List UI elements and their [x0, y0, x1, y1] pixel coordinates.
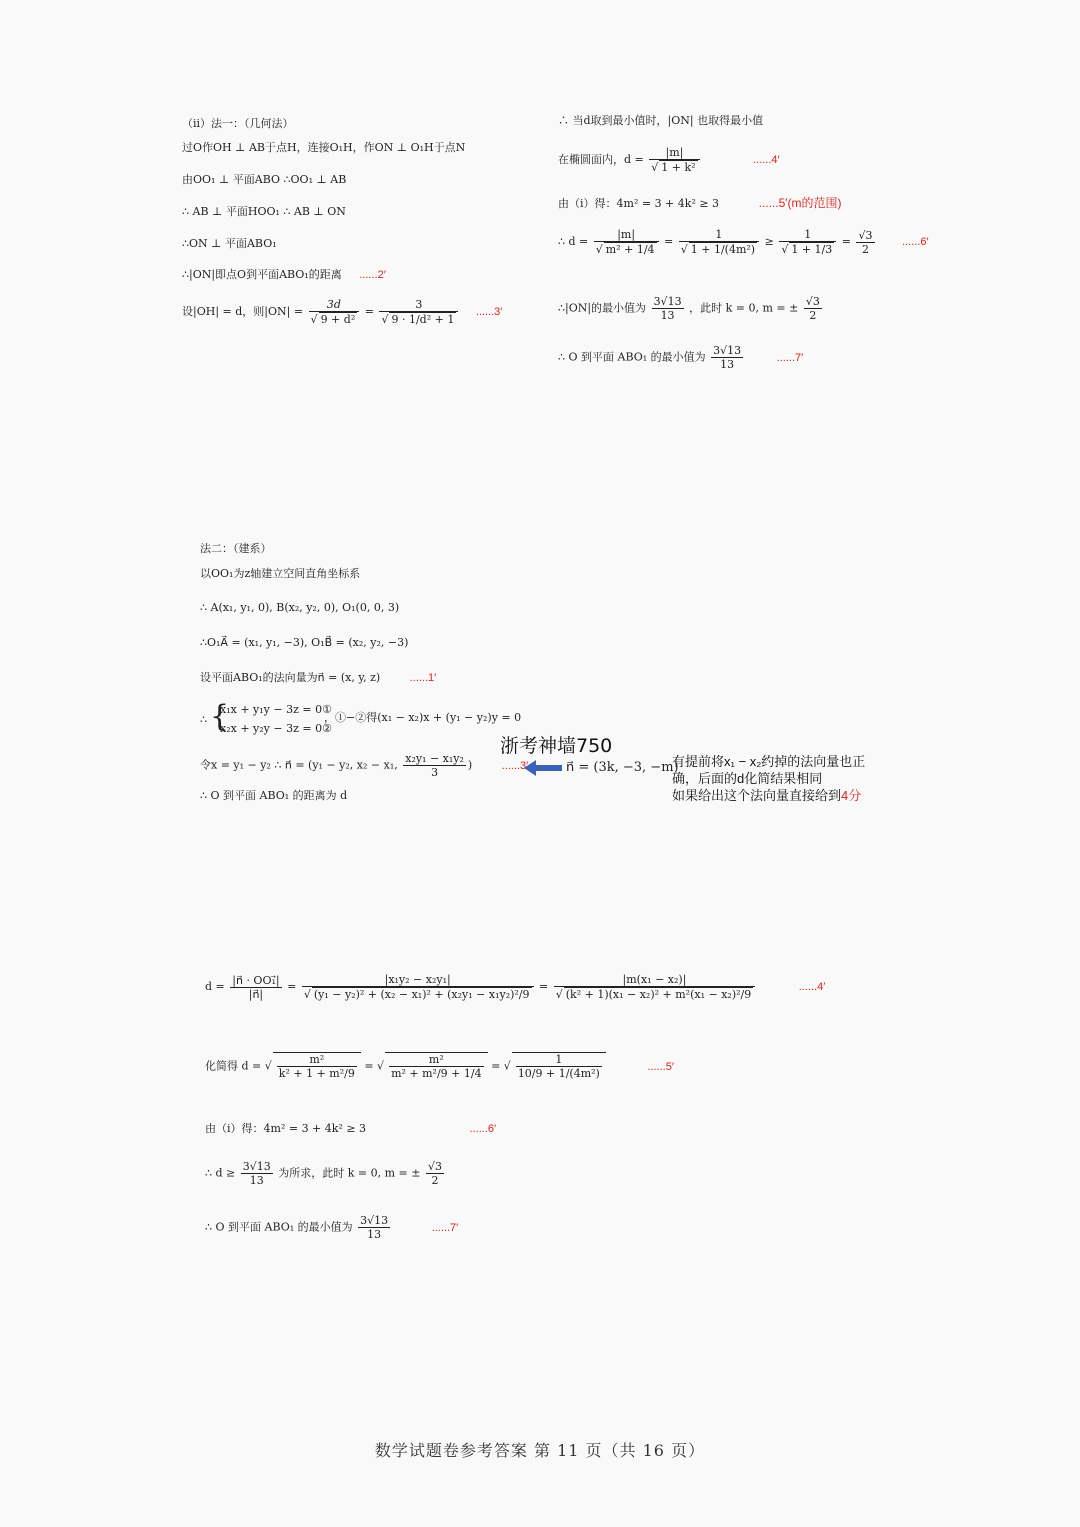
normal-vector-solution: 令x = y₁ − y₂ ∴ n⃗ = (y₁ − y₂, x₂ − x₁, $\frac{\text{x₂y₁ − x₁y₂}}{3}$ ) ......3′ [200, 752, 529, 779]
method1-heading: （ii）法一：（几何法） [182, 117, 294, 130]
fraction-b-3root13: $\frac{3√13}{13}$ [242, 1160, 271, 1187]
left-arrow-icon [524, 760, 564, 776]
grading-note [672, 753, 865, 804]
watermark-text: 浙考神墙750 [500, 735, 613, 757]
on-min-suffix: ，此时 k = 0, m = ± [689, 301, 799, 315]
fraction-1-root-4m2: $\frac{1}{\text{√ 1 + 1/(4m²)}}$ [679, 228, 759, 256]
d-bound [205, 1160, 446, 1187]
score-mark-3: ......3′ [475, 306, 503, 318]
score-mark-6: ......6′ [902, 236, 929, 248]
equation-subtract: ，①−②得(x₁ − x₂)x + (y₁ − y₂)y = 0 [324, 711, 522, 724]
ellipse-distance-prefix: 在椭圆面内，d = [558, 153, 644, 166]
bottom-m-range [205, 1121, 496, 1137]
step-ab-perp: ∴ AB ⊥ 平面HOO₁ ∴ AB ⊥ ON [182, 205, 346, 218]
fraction-simp-2: $\frac{\text{m²}}{\text{m² + m²/9 + 1/4}}$ [391, 1053, 482, 1080]
score-mark-m2-3: ......3′ [501, 759, 529, 772]
score-mark-2: ......2′ [359, 269, 386, 281]
step-oo1-perp: 由OO₁ ⊥ 平面ABO ∴OO₁ ⊥ AB [182, 173, 347, 186]
score-mark-7: ......7′ [776, 351, 804, 364]
normal-vector [200, 670, 436, 686]
points-coords: ∴ A(x₁, y₁, 0), B(x₂, y₂, 0), O₁(0, 0, 3) [200, 601, 400, 614]
step-distance-text: ∴|ON|即点O到平面ABO₁的距离 [182, 268, 342, 281]
fraction-x2y1: $\frac{\text{x₂y₁ − x₁y₂}}{3}$ [405, 752, 464, 779]
fraction-3root13-13-b: $\frac{3√13}{13}$ [713, 344, 742, 371]
fraction-m-root-m2: $\frac{|m|}{\text{√ m² + 1/4}}$ [594, 228, 659, 256]
equation-2: x₂x + y₂y − 3z = 0② [220, 722, 332, 735]
fraction-3-over-root: $\frac{3}{\text{√ 9 · 1/d² + 1}}$ [379, 298, 458, 326]
note-line-2: 确，后面的d化简结果相同 [672, 771, 823, 786]
simplified-d: 化简得 d = √ $\frac{\text{m²}}{\text{k² + 1 + m²/9}}$ = √ $\frac{\text{m²}}{\text{m² + m²/9 + 1/4}}$ = √ $\frac{1}{\text{10/9 + 1/(4m²)}}$ ......5′ [205, 1053, 674, 1080]
step-on-perp: ∴ON ⊥ 平面ABO₁ [182, 237, 277, 250]
normal-vector-text: 设平面ABO₁的法向量为n⃗ = (x, y, z) [200, 671, 381, 684]
fraction-simp-3: $\frac{1}{\text{10/9 + 1/(4m²)}}$ [517, 1053, 600, 1080]
distance-def: ∴ O 到平面 ABO₁ 的距离为 d [200, 789, 348, 802]
score-mark-b-7: ......7′ [431, 1221, 459, 1234]
fraction-m-over-root: $\frac{|m|}{\text{√ 1 + k²}}$ [649, 146, 699, 174]
bottom-o-plane-prefix: ∴ O 到平面 ABO₁ 的最小值为 [205, 1220, 353, 1234]
d-chain: ∴ d = $\frac{|m|}{\text{√ m² + 1/4}}$ = $\frac{1}{\text{√ 1 + 1/(4m²)}}$ ≥ $\frac{1}{√ 1 + 1/3}$ = $\frac{√3}{2}$ ......6′ [558, 228, 929, 256]
score-mark-b-5: ......5′ [647, 1060, 674, 1073]
step-on-formula: 设|OH| = d，则|ON| = $\frac{3d}{\text{√ 9 + d²}}$ = $\frac{3}{\text{√ 9 · 1/d² + 1}}$ ......3′ [182, 298, 503, 326]
m-range [558, 195, 841, 212]
normal-solution-prefix: 令x = y₁ − y₂ ∴ n⃗ = (y₁ − y₂, x₂ − x₁, [200, 758, 398, 772]
fraction-1-root-third: $\frac{1}{√ 1 + 1/3}$ [779, 228, 836, 256]
o-plane-min-prefix: ∴ O 到平面 ABO₁ 的最小值为 [558, 350, 706, 364]
equation-1: x₁x + y₁y − 3z = 0① [220, 703, 332, 716]
step-draw-perpendicular: 过O作OH ⊥ AB于点H，连接O₁H，作ON ⊥ O₁H于点N [182, 141, 466, 154]
bottom-o-plane-min [205, 1214, 458, 1241]
score-mark-b-6: ......6′ [469, 1123, 497, 1135]
fraction-3d: $\frac{3d}{\text{√ 9 + d²}}$ [309, 298, 360, 326]
on-min-prefix: ∴|ON|的最小值为 [558, 301, 647, 315]
d-bound-prefix: ∴ d ≥ [205, 1166, 236, 1180]
step-distance [182, 267, 386, 283]
method2-heading: 法二：（建系） [200, 542, 272, 555]
simplified-prefix: 化简得 d = [205, 1059, 262, 1073]
m-range-text: 由（i）得：4m² = 3 + 4k² ≥ 3 [558, 197, 720, 210]
score-mark-m2-1: ......1′ [409, 672, 437, 684]
fraction-root3-over-2: $\frac{√3}{2}$ [858, 228, 873, 256]
fraction-root3-half: $\frac{√3}{2}$ [805, 295, 820, 322]
fraction-big-1: $\frac{\text{|x₁y₂ − x₂y₁|}}{\text{√ (y₁ − y₂)² + (x₂ − x₁)² + (x₂y₁ − x₁y₂)²/9}}$ [302, 973, 534, 1001]
fraction-b-root3: $\frac{√3}{2}$ [428, 1160, 443, 1187]
d-bound-suffix: 为所求，此时 k = 0, m = ± [278, 1166, 421, 1180]
coord-setup: 以OO₁为z轴建立空间直角坐标系 [200, 567, 361, 580]
ellipse-distance [558, 146, 780, 174]
distance-formula: d = $\frac{\text{|n⃗ · OO₁⃗|}}{|n⃗|}$ = $\frac{\text{|x₁y₂ − x₂y₁|}}{\text{√ (y₁ − y₂)² + (x₂ − x₁)² + (x₂y₁ − x₁y₂)²/9}}$ = $\frac{\text{|m(x₁ − x₂)|}}{\text{√ (k² + 1)(x₁ − x₂)² + m²(x₁ − x₂)²/9}}$ ......4′ [205, 973, 826, 1001]
on-formula-prefix: 设|OH| = d，则|ON| = [182, 305, 304, 318]
score-mark-5: ......5′(m的范围) [758, 196, 842, 210]
fraction-3root13-over-13: $\frac{3√13}{13}$ [653, 295, 682, 322]
fraction-b-3root13-2: $\frac{3√13}{13}$ [360, 1214, 389, 1241]
fraction-simp-1: $\frac{\text{m²}}{\text{k² + 1 + m²/9}}$ [278, 1053, 355, 1080]
fraction-n-oo1: $\frac{\text{|n⃗ · OO₁⃗|}}{|n⃗|}$ [232, 973, 280, 1001]
note-line-1: 有提前将x₁ − x₂约掉的法向量也正 [672, 754, 866, 769]
min-on-statement: ∴ 当d取到最小值时，|ON| 也取得最小值 [558, 114, 764, 127]
score-mark-4: ......4′ [753, 154, 780, 166]
page-footer: 数学试题卷参考答案 第 11 页（共 16 页） [374, 1441, 706, 1460]
alt-normal-vector: n⃗ = (3k, −3, −m) [566, 760, 679, 775]
d-chain-prefix: ∴ d = [558, 235, 589, 248]
score-mark-b-4: ......4′ [798, 981, 826, 993]
note-line-3: 如果给出这个法向量直接给到4分 [672, 788, 862, 803]
vectors: ∴O₁A⃗ = (x₁, y₁, −3), O₁B⃗ = (x₂, y₂, −3) [200, 636, 409, 649]
bottom-m-range-text: 由（i）得：4m² = 3 + 4k² ≥ 3 [205, 1122, 367, 1135]
on-min-value [558, 295, 824, 322]
o-plane-min [558, 344, 803, 371]
fraction-big-2: $\frac{\text{|m(x₁ − x₂)|}}{\text{√ (k² + 1)(x₁ − x₂)² + m²(x₁ − x₂)²/9}}$ [554, 973, 756, 1001]
